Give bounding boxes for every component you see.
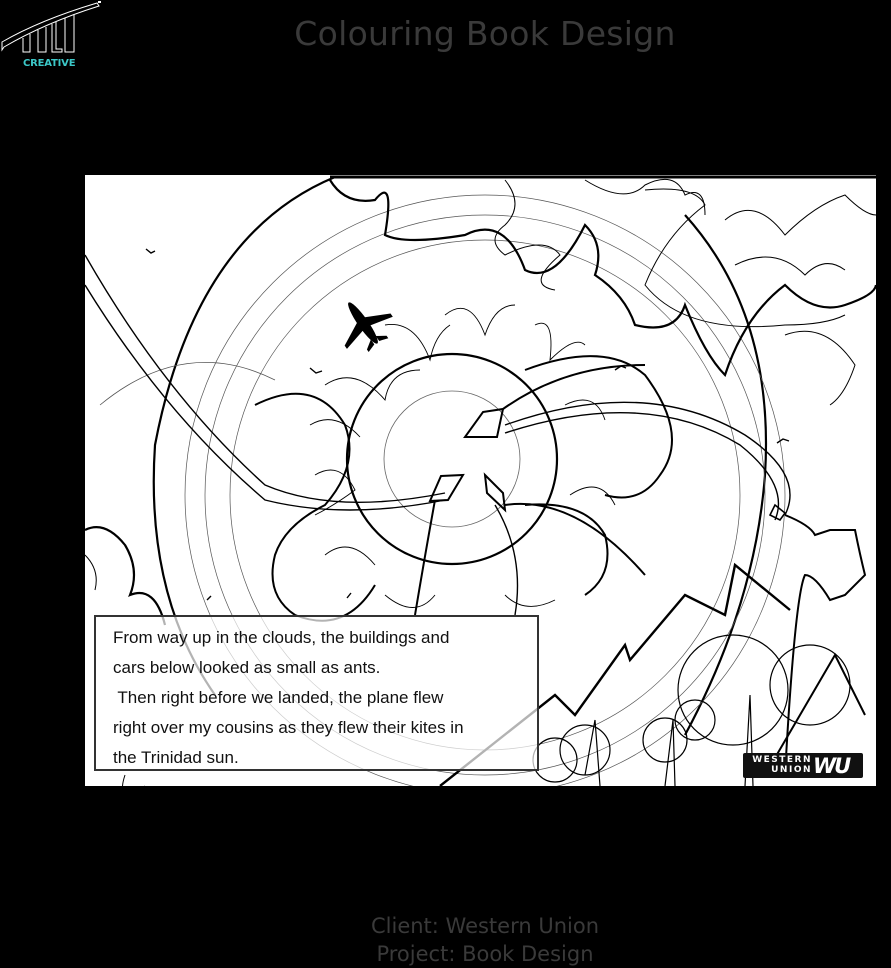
caption-line: the Trinidad sun. <box>113 748 239 767</box>
logo-text: CREATIVE <box>23 58 76 69</box>
project-info <box>0 912 891 968</box>
western-union-logo <box>743 753 863 778</box>
kite-icon <box>430 475 463 501</box>
project-label: Project: Book Design <box>376 942 594 966</box>
client-label: Client: Western Union <box>370 914 600 938</box>
kite-icon <box>465 409 503 437</box>
caption-line: From way up in the clouds, the buildings and <box>113 628 450 647</box>
page-title: Colouring Book Design <box>294 14 676 53</box>
cloud-icon <box>85 527 165 625</box>
colouring-page-artwork <box>85 175 876 786</box>
airplane-icon <box>326 286 402 361</box>
sun-icon <box>347 354 557 564</box>
hand-icon <box>785 515 865 775</box>
wu-line2: UNION <box>771 765 812 775</box>
wu-mark-icon: WU <box>813 754 850 778</box>
caption-line: right over my cousins as they flew their kites in <box>113 718 464 737</box>
caption-line: cars below looked as small as ants. <box>113 658 381 677</box>
wu-line1: WESTERN <box>752 755 812 765</box>
bird-icon <box>146 249 789 600</box>
caption-line: Then right before we landed, the plane flew <box>113 688 444 707</box>
wu-wordmark <box>748 755 812 775</box>
story-caption-box <box>94 615 539 771</box>
